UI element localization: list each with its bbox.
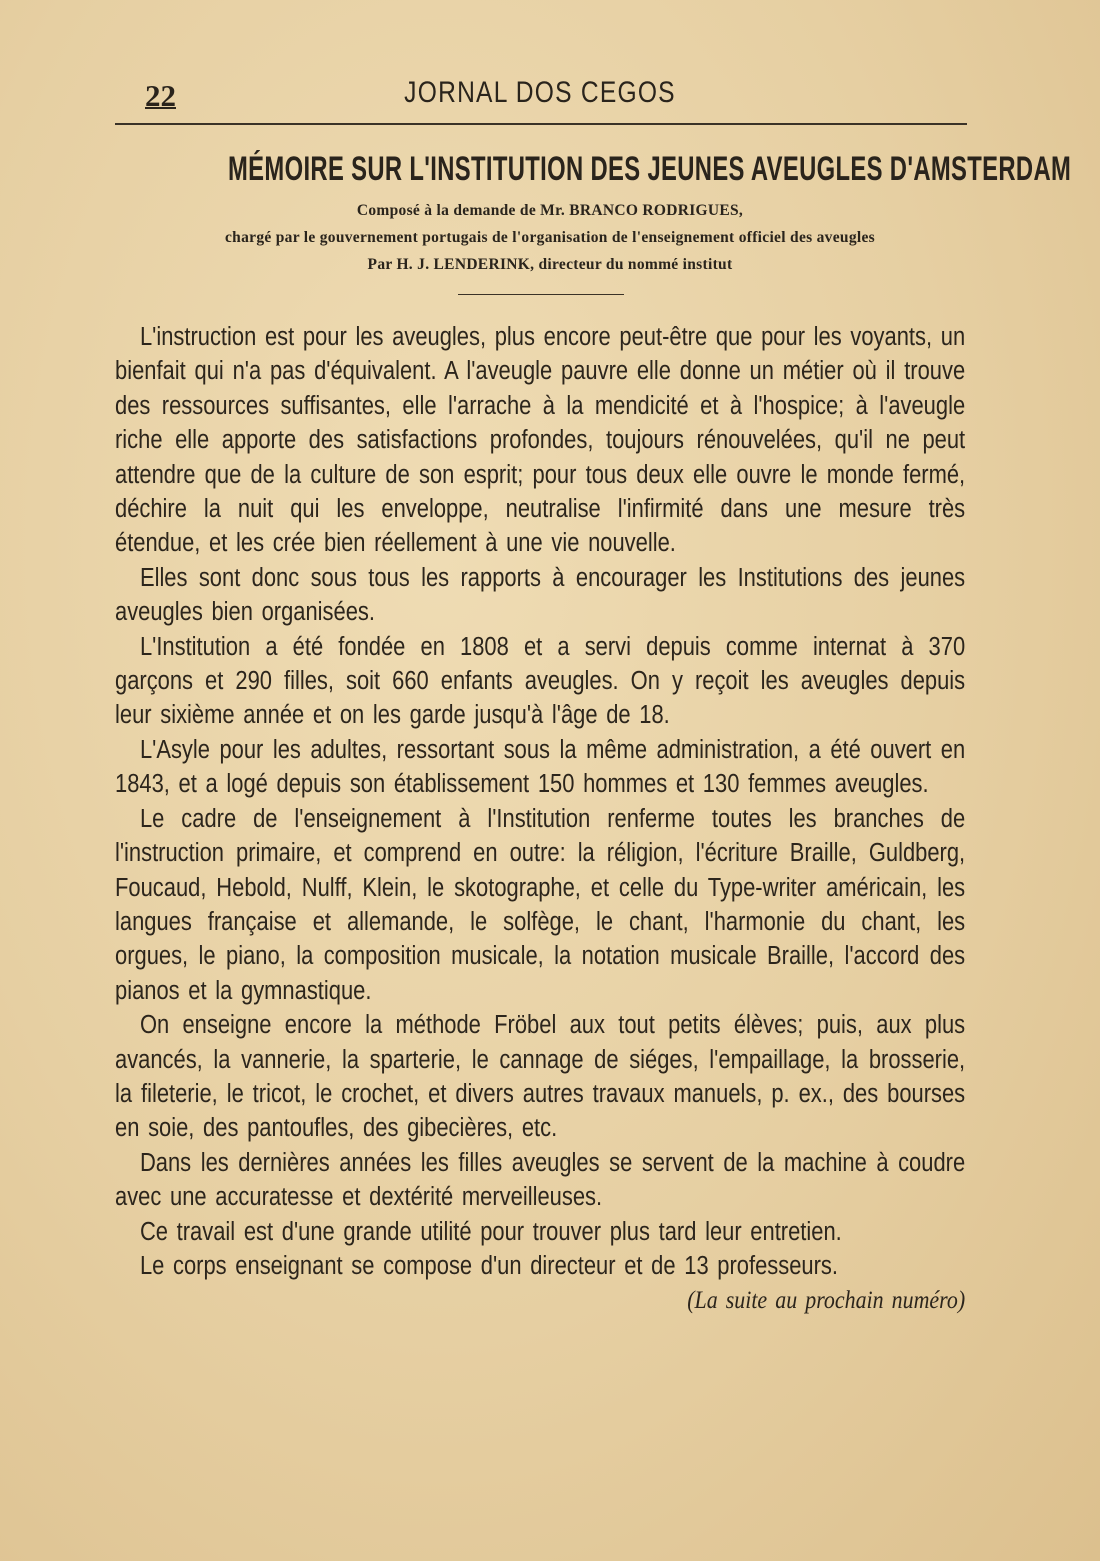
header-rule [115, 123, 967, 125]
paragraph: Dans les dernières années les filles aveugles se servent de la machine à coudre avec une accuratesse et dextérité merveilleuses. [115, 1148, 966, 1212]
page-header [115, 74, 965, 114]
continuation-note: (La suite au prochain numéro) [687, 1285, 966, 1315]
paragraph: Le corps enseignant se compose d'un directeur et de 13 professeurs. [139, 1251, 838, 1280]
running-title: JORNAL DOS CEGOS [404, 76, 676, 109]
byline-line: Par H. J. LENDERINK, directeur du nommé institut [367, 256, 733, 273]
paragraph: Le cadre de l'enseignement à l'Institution renferme toutes les branches de l'instruction primaire, et comprend en outre: la réligion, l'écriture Braille, Guldberg, Foucaud, Hebold, Nulff, Klein, le skotographe, et celle du Type-writer américain, les langues française et allemande, le solfège, le chant, l'harmonie du chant, les orgues, le piano, la composition musicale, la notation musicale Braille, l'accord des pianos et la gymnastique. [115, 804, 966, 1005]
byline-line: chargé par le gouvernement portugais de l'organisation de l'enseignement officiel des aveugles [224, 229, 875, 246]
paragraph: L'instruction est pour les aveugles, plus encore peut-être que pour les voyants, un bienfait qui n'a pas d'équivalent. A l'aveugle pauvre elle donne un métier où il trouve des ressources suffisantes, elle l'arrache à la mendicité et à l'hospice; à l'aveugle riche elle apporte des satisfactions profondes, toujours rénouvelées, qu'il ne peut attendre que de la culture de son esprit; pour tous deux elle ouvre le monde fermé, déchire la nuit qui les enveloppe, neutralise l'infirmité dans une mesure très étendue, et les crée bien réellement à une vie nouvelle. [115, 323, 966, 558]
article-body [115, 320, 965, 1318]
article-title: MÉMOIRE SUR L'INSTITUTION DES JEUNES AVEUGLES D'AMSTERDAM [228, 150, 1072, 188]
paragraph: On enseigne encore la méthode Fröbel aux tout petits élèves; puis, aux plus avancés, la vannerie, la sparterie, le cannage de siéges, l'empaillage, la brosserie, la fileterie, le tricot, le crochet, et divers autres travaux manuels, p. ex., des bourses en soie, des pantoufles, des gibecières, etc. [115, 1011, 966, 1143]
paragraph: L'Asyle pour les adultes, ressortant sous la même administration, a été ouvert en 1843, et a logé depuis son établissement 150 hommes et 130 femmes aveugles. [115, 735, 966, 799]
paragraph: Ce travail est d'une grande utilité pour trouver plus tard leur entretien. [139, 1217, 842, 1246]
byline-line: Composé à la demande de Mr. BRANCO RODRIGUES, [356, 202, 744, 219]
page-number: 22 [145, 78, 176, 113]
paragraph: L'Institution a été fondée en 1808 et a servi depuis comme internat à 370 garçons et 290 filles, soit 660 enfants aveugles. On y reçoit les aveugles depuis leur sixième année et on les garde jusqu'à l'âge de 18. [115, 632, 966, 730]
title-separator-rule [458, 294, 624, 295]
paragraph: Elles sont donc sous tous les rapports à encourager les Institutions des jeunes aveugles bien organisées. [115, 563, 966, 627]
